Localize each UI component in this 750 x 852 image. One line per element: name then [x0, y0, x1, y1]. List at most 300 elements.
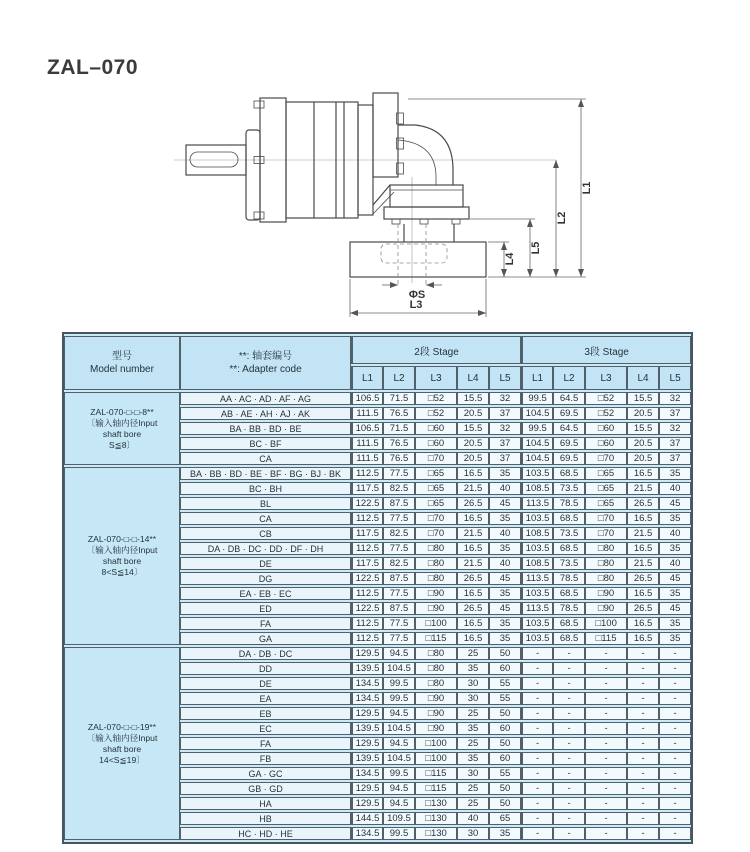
- s3-l3-cell: □80: [585, 542, 627, 555]
- s3-l1-cell: 108.5: [521, 557, 553, 570]
- s3-l1-cell: -: [521, 722, 553, 735]
- s2-l3-cell: □80: [415, 542, 457, 555]
- table-row: [64, 392, 691, 405]
- s3-l5-cell: 32: [659, 422, 691, 435]
- s2-l4-cell: 30: [457, 827, 489, 840]
- s2-l1-cell: 139.5: [351, 722, 383, 735]
- s2-l4-cell: 16.5: [457, 512, 489, 525]
- adapter-code-cell: FB: [180, 752, 351, 765]
- s2-l3-cell: □90: [415, 707, 457, 720]
- s3-l5-cell: -: [659, 692, 691, 705]
- s2-l5-cell: 37: [489, 437, 521, 450]
- s2-l5-cell: 60: [489, 662, 521, 675]
- s3-l1-cell: 113.5: [521, 572, 553, 585]
- adapter-code-cell: HB: [180, 812, 351, 825]
- header-dim-l5-stage2: L5: [489, 366, 521, 390]
- s2-l5-cell: 35: [489, 632, 521, 645]
- s3-l1-cell: -: [521, 752, 553, 765]
- dim-label-l1: L1: [581, 181, 593, 195]
- s2-l2-cell: 76.5: [383, 452, 415, 465]
- s2-l3-cell: □90: [415, 692, 457, 705]
- s2-l5-cell: 37: [489, 407, 521, 420]
- s3-l5-cell: -: [659, 752, 691, 765]
- adapter-code-cell: AB · AE · AH · AJ · AK: [180, 407, 351, 420]
- s2-l1-cell: 111.5: [351, 452, 383, 465]
- s2-l1-cell: 129.5: [351, 782, 383, 795]
- s3-l5-cell: 40: [659, 482, 691, 495]
- s3-l2-cell: 68.5: [553, 617, 585, 630]
- s3-l3-cell: □90: [585, 587, 627, 600]
- s2-l3-cell: □65: [415, 497, 457, 510]
- s3-l5-cell: -: [659, 677, 691, 690]
- header-stage-2: 2段 Stage: [351, 336, 521, 364]
- dim-label-l4: L4: [504, 252, 516, 266]
- s2-l5-cell: 37: [489, 452, 521, 465]
- s3-l4-cell: -: [627, 707, 659, 720]
- s2-l5-cell: 50: [489, 647, 521, 660]
- s3-l4-cell: 16.5: [627, 467, 659, 480]
- header-dim-l3-stage2: L3: [415, 366, 457, 390]
- s3-l5-cell: 35: [659, 617, 691, 630]
- s2-l2-cell: 104.5: [383, 752, 415, 765]
- s3-l4-cell: 26.5: [627, 497, 659, 510]
- s2-l2-cell: 82.5: [383, 527, 415, 540]
- s2-l5-cell: 35: [489, 512, 521, 525]
- s3-l4-cell: -: [627, 797, 659, 810]
- s3-l2-cell: 69.5: [553, 437, 585, 450]
- s2-l5-cell: 45: [489, 497, 521, 510]
- s2-l2-cell: 82.5: [383, 557, 415, 570]
- s2-l1-cell: 134.5: [351, 692, 383, 705]
- s2-l5-cell: 45: [489, 602, 521, 615]
- s3-l2-cell: 64.5: [553, 422, 585, 435]
- s3-l1-cell: -: [521, 707, 553, 720]
- s2-l3-cell: □80: [415, 662, 457, 675]
- model-group-cell-3: ZAL-070-□-□-19** 〔输入轴内径Input shaft bore 14<S≦19〕: [64, 647, 180, 840]
- s3-l2-cell: -: [553, 767, 585, 780]
- s3-l1-cell: 104.5: [521, 407, 553, 420]
- s3-l4-cell: 16.5: [627, 542, 659, 555]
- s2-l2-cell: 104.5: [383, 662, 415, 675]
- s2-l2-cell: 87.5: [383, 602, 415, 615]
- s3-l1-cell: -: [521, 812, 553, 825]
- s2-l2-cell: 87.5: [383, 572, 415, 585]
- adapter-code-cell: EA: [180, 692, 351, 705]
- s2-l3-cell: □60: [415, 437, 457, 450]
- s2-l3-cell: □130: [415, 812, 457, 825]
- adapter-code-cell: DD: [180, 662, 351, 675]
- header-dim-l2-stage3: L2: [553, 366, 585, 390]
- s3-l5-cell: 37: [659, 437, 691, 450]
- dimension-table: [62, 332, 693, 844]
- s3-l3-cell: -: [585, 692, 627, 705]
- s2-l4-cell: 16.5: [457, 542, 489, 555]
- s3-l3-cell: □52: [585, 407, 627, 420]
- s2-l5-cell: 35: [489, 617, 521, 630]
- s3-l4-cell: -: [627, 662, 659, 675]
- adapter-code-cell: CB: [180, 527, 351, 540]
- s2-l4-cell: 16.5: [457, 587, 489, 600]
- header-dim-l1-stage2: L1: [351, 366, 383, 390]
- s2-l5-cell: 50: [489, 737, 521, 750]
- s3-l4-cell: -: [627, 782, 659, 795]
- s2-l4-cell: 26.5: [457, 572, 489, 585]
- dimension-table-body: [64, 392, 691, 840]
- s2-l3-cell: □100: [415, 752, 457, 765]
- s2-l3-cell: □90: [415, 587, 457, 600]
- s2-l4-cell: 30: [457, 767, 489, 780]
- s3-l3-cell: -: [585, 752, 627, 765]
- s2-l4-cell: 16.5: [457, 617, 489, 630]
- s3-l1-cell: -: [521, 827, 553, 840]
- gearbox-details: [190, 101, 463, 224]
- s3-l2-cell: -: [553, 662, 585, 675]
- s3-l3-cell: □65: [585, 497, 627, 510]
- header-adapter-code: [180, 336, 351, 390]
- table-row: [64, 467, 691, 480]
- adapter-code-cell: GA: [180, 632, 351, 645]
- center-lines: [174, 160, 556, 283]
- s2-l4-cell: 40: [457, 812, 489, 825]
- s3-l2-cell: 73.5: [553, 527, 585, 540]
- s3-l2-cell: -: [553, 692, 585, 705]
- adapter-code-cell: FA: [180, 737, 351, 750]
- dimension-labels: [409, 182, 593, 311]
- s2-l3-cell: □52: [415, 407, 457, 420]
- s2-l4-cell: 16.5: [457, 632, 489, 645]
- s3-l2-cell: 68.5: [553, 512, 585, 525]
- s3-l4-cell: -: [627, 692, 659, 705]
- s2-l4-cell: 15.5: [457, 422, 489, 435]
- s3-l2-cell: 73.5: [553, 482, 585, 495]
- model-group-cell-1: ZAL-070-□-□-8** 〔输入轴内径Input shaft bore S≦8〕: [64, 392, 180, 465]
- s3-l1-cell: 104.5: [521, 437, 553, 450]
- s3-l4-cell: 21.5: [627, 527, 659, 540]
- s2-l3-cell: □70: [415, 527, 457, 540]
- s3-l5-cell: 37: [659, 452, 691, 465]
- s2-l2-cell: 77.5: [383, 632, 415, 645]
- s3-l1-cell: -: [521, 737, 553, 750]
- s2-l5-cell: 55: [489, 767, 521, 780]
- s3-l3-cell: □60: [585, 437, 627, 450]
- s3-l3-cell: -: [585, 737, 627, 750]
- s3-l2-cell: -: [553, 812, 585, 825]
- s2-l2-cell: 104.5: [383, 722, 415, 735]
- s3-l3-cell: -: [585, 782, 627, 795]
- s2-l5-cell: 50: [489, 782, 521, 795]
- s2-l1-cell: 112.5: [351, 512, 383, 525]
- adapter-code-cell: HC · HD · HE: [180, 827, 351, 840]
- s2-l5-cell: 65: [489, 812, 521, 825]
- s2-l4-cell: 21.5: [457, 527, 489, 540]
- s2-l5-cell: 40: [489, 482, 521, 495]
- s2-l3-cell: □65: [415, 467, 457, 480]
- s3-l1-cell: 113.5: [521, 602, 553, 615]
- s2-l2-cell: 71.5: [383, 392, 415, 405]
- adapter-code-cell: AA · AC · AD · AF · AG: [180, 392, 351, 405]
- s3-l1-cell: 103.5: [521, 632, 553, 645]
- s2-l4-cell: 16.5: [457, 467, 489, 480]
- s3-l1-cell: 103.5: [521, 617, 553, 630]
- s3-l3-cell: -: [585, 662, 627, 675]
- table-row: [64, 647, 691, 660]
- s3-l4-cell: -: [627, 827, 659, 840]
- s2-l1-cell: 134.5: [351, 767, 383, 780]
- s2-l2-cell: 99.5: [383, 827, 415, 840]
- s2-l1-cell: 111.5: [351, 407, 383, 420]
- s3-l5-cell: 35: [659, 587, 691, 600]
- s2-l5-cell: 60: [489, 752, 521, 765]
- s2-l5-cell: 50: [489, 797, 521, 810]
- header-dim-l4-stage3: L4: [627, 366, 659, 390]
- s3-l4-cell: 20.5: [627, 452, 659, 465]
- adapter-code-cell: EB: [180, 707, 351, 720]
- s3-l3-cell: □70: [585, 452, 627, 465]
- s2-l5-cell: 50: [489, 707, 521, 720]
- header-model-number-zh: 型号: [112, 351, 132, 362]
- s3-l1-cell: -: [521, 782, 553, 795]
- s2-l5-cell: 35: [489, 827, 521, 840]
- s2-l1-cell: 112.5: [351, 632, 383, 645]
- s3-l3-cell: □115: [585, 632, 627, 645]
- s3-l4-cell: 26.5: [627, 572, 659, 585]
- s2-l2-cell: 94.5: [383, 797, 415, 810]
- dimension-table-wrap: [62, 332, 689, 844]
- s3-l2-cell: 64.5: [553, 392, 585, 405]
- s2-l3-cell: □130: [415, 827, 457, 840]
- s2-l2-cell: 109.5: [383, 812, 415, 825]
- s3-l2-cell: 78.5: [553, 572, 585, 585]
- s2-l4-cell: 20.5: [457, 437, 489, 450]
- s3-l5-cell: 35: [659, 512, 691, 525]
- s3-l1-cell: 113.5: [521, 497, 553, 510]
- header-adapter-code-en: **: Adapter code: [229, 364, 302, 375]
- header-dim-l3-stage3: L3: [585, 366, 627, 390]
- s3-l5-cell: -: [659, 812, 691, 825]
- s2-l1-cell: 139.5: [351, 662, 383, 675]
- s3-l2-cell: -: [553, 737, 585, 750]
- s3-l2-cell: 68.5: [553, 467, 585, 480]
- s2-l2-cell: 94.5: [383, 737, 415, 750]
- s2-l1-cell: 112.5: [351, 542, 383, 555]
- s3-l3-cell: -: [585, 707, 627, 720]
- adapter-code-cell: CA: [180, 512, 351, 525]
- s2-l3-cell: □130: [415, 797, 457, 810]
- s2-l2-cell: 94.5: [383, 782, 415, 795]
- s2-l5-cell: 35: [489, 542, 521, 555]
- s2-l4-cell: 35: [457, 662, 489, 675]
- s3-l2-cell: -: [553, 752, 585, 765]
- s2-l1-cell: 139.5: [351, 752, 383, 765]
- adapter-code-cell: HA: [180, 797, 351, 810]
- s3-l1-cell: 108.5: [521, 527, 553, 540]
- s3-l1-cell: 103.5: [521, 512, 553, 525]
- s3-l2-cell: -: [553, 722, 585, 735]
- s2-l1-cell: 122.5: [351, 602, 383, 615]
- s3-l5-cell: -: [659, 647, 691, 660]
- adapter-code-cell: EC: [180, 722, 351, 735]
- s2-l1-cell: 134.5: [351, 827, 383, 840]
- adapter-code-cell: GA · GC: [180, 767, 351, 780]
- s2-l3-cell: □115: [415, 767, 457, 780]
- s2-l2-cell: 71.5: [383, 422, 415, 435]
- header-dim-l5-stage3: L5: [659, 366, 691, 390]
- s2-l1-cell: 117.5: [351, 482, 383, 495]
- s3-l2-cell: -: [553, 677, 585, 690]
- s3-l3-cell: □100: [585, 617, 627, 630]
- s2-l3-cell: □70: [415, 512, 457, 525]
- s2-l1-cell: 106.5: [351, 392, 383, 405]
- s2-l1-cell: 122.5: [351, 497, 383, 510]
- s2-l3-cell: □80: [415, 647, 457, 660]
- s2-l3-cell: □80: [415, 677, 457, 690]
- adapter-code-cell: DA · DB · DC: [180, 647, 351, 660]
- s2-l4-cell: 25: [457, 647, 489, 660]
- s3-l2-cell: 78.5: [553, 497, 585, 510]
- s2-l1-cell: 129.5: [351, 647, 383, 660]
- adapter-code-cell: EA · EB · EC: [180, 587, 351, 600]
- s3-l1-cell: 99.5: [521, 392, 553, 405]
- s2-l5-cell: 35: [489, 467, 521, 480]
- s3-l2-cell: -: [553, 647, 585, 660]
- s3-l3-cell: □90: [585, 602, 627, 615]
- s3-l1-cell: -: [521, 662, 553, 675]
- s3-l5-cell: 35: [659, 542, 691, 555]
- s3-l4-cell: 20.5: [627, 407, 659, 420]
- adapter-code-cell: FA: [180, 617, 351, 630]
- s3-l4-cell: 16.5: [627, 587, 659, 600]
- s3-l4-cell: -: [627, 647, 659, 660]
- s3-l4-cell: -: [627, 812, 659, 825]
- s3-l2-cell: 68.5: [553, 542, 585, 555]
- s2-l2-cell: 77.5: [383, 512, 415, 525]
- s3-l3-cell: □80: [585, 557, 627, 570]
- s2-l5-cell: 60: [489, 722, 521, 735]
- header-stage-3: 3段 Stage: [521, 336, 691, 364]
- s3-l4-cell: -: [627, 737, 659, 750]
- s2-l2-cell: 99.5: [383, 677, 415, 690]
- s3-l2-cell: 78.5: [553, 602, 585, 615]
- adapter-code-cell: DA · DB · DC · DD · DF · DH: [180, 542, 351, 555]
- s2-l5-cell: 55: [489, 692, 521, 705]
- s3-l3-cell: -: [585, 827, 627, 840]
- s3-l2-cell: 68.5: [553, 587, 585, 600]
- s2-l1-cell: 112.5: [351, 467, 383, 480]
- s2-l5-cell: 32: [489, 392, 521, 405]
- model-group-cell-2: ZAL-070-□-□-14** 〔输入轴内径Input shaft bore 8<S≦14〕: [64, 467, 180, 645]
- s2-l3-cell: □115: [415, 782, 457, 795]
- s2-l4-cell: 25: [457, 707, 489, 720]
- s2-l1-cell: 129.5: [351, 737, 383, 750]
- s3-l5-cell: 45: [659, 602, 691, 615]
- s3-l1-cell: -: [521, 692, 553, 705]
- s3-l3-cell: -: [585, 647, 627, 660]
- s3-l4-cell: 21.5: [627, 482, 659, 495]
- s3-l2-cell: 69.5: [553, 452, 585, 465]
- s2-l5-cell: 55: [489, 677, 521, 690]
- s3-l4-cell: 15.5: [627, 392, 659, 405]
- s2-l3-cell: □52: [415, 392, 457, 405]
- s3-l5-cell: 37: [659, 407, 691, 420]
- s3-l4-cell: 21.5: [627, 557, 659, 570]
- dim-label-l2: L2: [556, 211, 568, 225]
- s2-l4-cell: 25: [457, 737, 489, 750]
- s2-l4-cell: 21.5: [457, 482, 489, 495]
- s2-l3-cell: □90: [415, 602, 457, 615]
- s3-l2-cell: -: [553, 827, 585, 840]
- header-model-number: [64, 336, 180, 390]
- s2-l2-cell: 87.5: [383, 497, 415, 510]
- dim-label-phis: ΦS: [408, 289, 426, 301]
- s2-l3-cell: □70: [415, 452, 457, 465]
- s3-l3-cell: □70: [585, 512, 627, 525]
- s2-l5-cell: 45: [489, 572, 521, 585]
- s3-l5-cell: -: [659, 767, 691, 780]
- adapter-code-cell: BC · BF: [180, 437, 351, 450]
- s3-l4-cell: 15.5: [627, 422, 659, 435]
- s2-l4-cell: 15.5: [457, 392, 489, 405]
- s2-l2-cell: 82.5: [383, 482, 415, 495]
- s3-l1-cell: 108.5: [521, 482, 553, 495]
- s3-l3-cell: □60: [585, 422, 627, 435]
- adapter-code-cell: BC · BH: [180, 482, 351, 495]
- s3-l1-cell: 103.5: [521, 467, 553, 480]
- s2-l5-cell: 40: [489, 527, 521, 540]
- s3-l4-cell: -: [627, 767, 659, 780]
- s3-l2-cell: 69.5: [553, 407, 585, 420]
- adapter-code-cell: DE: [180, 677, 351, 690]
- s3-l3-cell: -: [585, 722, 627, 735]
- dim-label-l5: L5: [530, 241, 542, 255]
- header-adapter-code-zh: **: 轴套编号: [238, 351, 293, 362]
- page-title: ZAL–070: [47, 56, 139, 79]
- adapter-code-cell: BA · BB · BD · BE · BF · BG · BJ · BK: [180, 467, 351, 480]
- s2-l1-cell: 134.5: [351, 677, 383, 690]
- s3-l4-cell: -: [627, 752, 659, 765]
- s2-l2-cell: 99.5: [383, 692, 415, 705]
- s3-l3-cell: -: [585, 767, 627, 780]
- s3-l4-cell: 26.5: [627, 602, 659, 615]
- s3-l5-cell: 40: [659, 527, 691, 540]
- s3-l3-cell: □52: [585, 392, 627, 405]
- s2-l2-cell: 76.5: [383, 437, 415, 450]
- s2-l1-cell: 129.5: [351, 707, 383, 720]
- s2-l4-cell: 25: [457, 797, 489, 810]
- s2-l1-cell: 122.5: [351, 572, 383, 585]
- s2-l4-cell: 30: [457, 692, 489, 705]
- gearbox-outline: [186, 93, 486, 277]
- s3-l1-cell: -: [521, 677, 553, 690]
- s3-l5-cell: 40: [659, 557, 691, 570]
- s3-l5-cell: -: [659, 782, 691, 795]
- s2-l3-cell: □65: [415, 482, 457, 495]
- s3-l1-cell: 103.5: [521, 587, 553, 600]
- gearbox-technical-drawing: [168, 85, 603, 330]
- s2-l4-cell: 25: [457, 782, 489, 795]
- adapter-code-cell: DE: [180, 557, 351, 570]
- adapter-code-cell: ED: [180, 602, 351, 615]
- s2-l4-cell: 35: [457, 722, 489, 735]
- s3-l2-cell: -: [553, 797, 585, 810]
- s3-l4-cell: -: [627, 722, 659, 735]
- s2-l4-cell: 26.5: [457, 497, 489, 510]
- s2-l4-cell: 20.5: [457, 407, 489, 420]
- s3-l1-cell: 103.5: [521, 542, 553, 555]
- header-dim-l2-stage2: L2: [383, 366, 415, 390]
- s2-l3-cell: □100: [415, 737, 457, 750]
- s3-l4-cell: -: [627, 677, 659, 690]
- s2-l4-cell: 21.5: [457, 557, 489, 570]
